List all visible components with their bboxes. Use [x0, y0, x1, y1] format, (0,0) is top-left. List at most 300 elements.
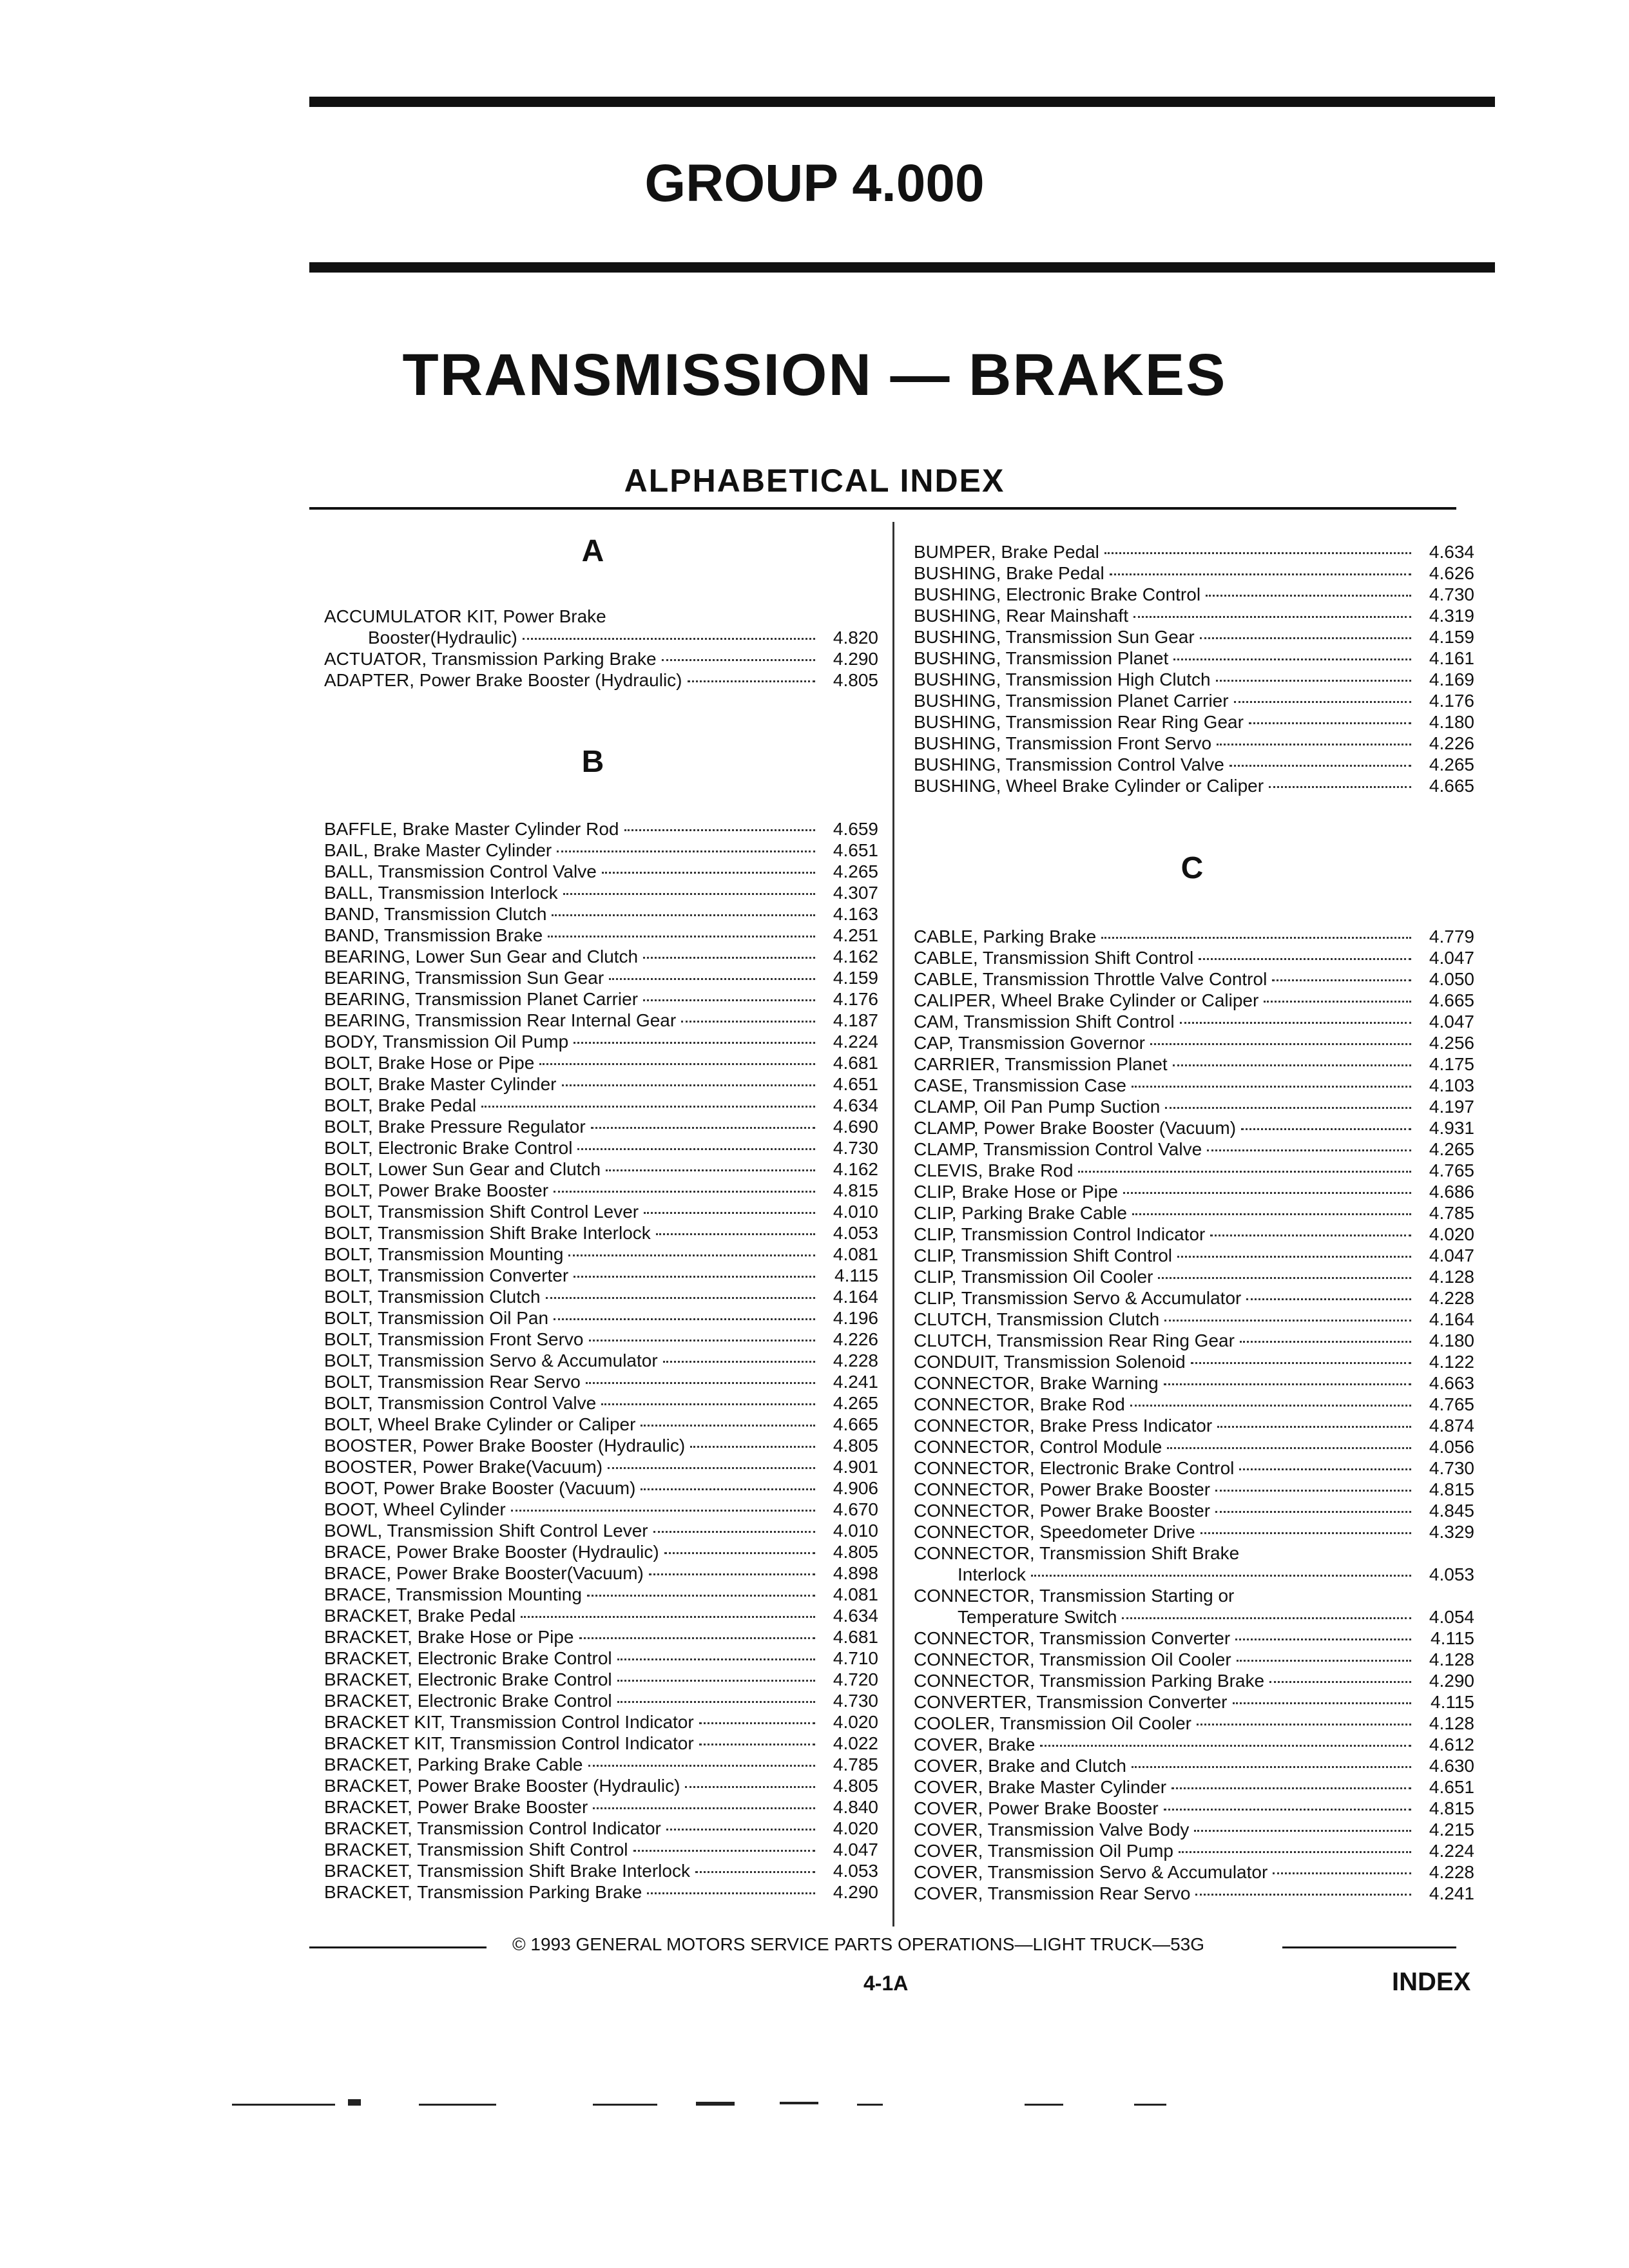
dot-leader — [589, 1340, 816, 1341]
entry-page: 4.634 — [1429, 542, 1474, 562]
dot-leader — [1207, 1149, 1411, 1151]
dot-leader — [1215, 1511, 1411, 1513]
dot-leader — [641, 1425, 815, 1427]
entry-name: CONNECTOR, Control Module — [914, 1437, 1162, 1457]
letter-a-heading: A — [581, 534, 604, 568]
dot-leader — [641, 1488, 815, 1490]
entry-page: 4.228 — [833, 1350, 878, 1370]
index-entry — [324, 627, 878, 648]
entry-name: CABLE, Transmission Shift Control — [914, 948, 1194, 968]
dot-leader — [574, 1276, 815, 1278]
entry-page: 4.226 — [1429, 733, 1474, 753]
entry-page: 4.906 — [833, 1478, 878, 1498]
dot-leader — [563, 893, 815, 895]
entry-name: BOLT, Transmission Servo & Accumulator — [324, 1350, 658, 1370]
entry-page: 4.634 — [833, 1095, 878, 1115]
dot-leader — [546, 1297, 815, 1299]
dot-leader — [1101, 937, 1411, 939]
entry-name: BOLT, Wheel Brake Cylinder or Caliper — [324, 1414, 636, 1434]
entry-page: 4.022 — [833, 1733, 878, 1753]
dot-leader — [608, 1467, 815, 1469]
letter-b-heading: B — [581, 745, 604, 779]
entry-page: 4.128 — [1429, 1649, 1474, 1669]
dot-leader — [588, 1765, 815, 1767]
entry-name: COVER, Brake Master Cylinder — [914, 1777, 1167, 1797]
index-entry — [914, 1542, 1474, 1564]
entry-name: BRACKET, Transmission Parking Brake — [324, 1882, 642, 1902]
entry-name: BUMPER, Brake Pedal — [914, 542, 1099, 562]
entry-name: COVER, Transmission Servo & Accumulator — [914, 1862, 1268, 1882]
entry-name: BRACE, Power Brake Booster(Vacuum) — [324, 1563, 644, 1583]
dot-leader — [617, 1680, 815, 1682]
index-entry — [914, 1564, 1474, 1585]
entry-page: 4.265 — [833, 861, 878, 881]
index-entry — [324, 1477, 878, 1499]
index-entry — [324, 1414, 878, 1435]
dot-leader — [548, 936, 815, 937]
entry-name: BUSHING, Electronic Brake Control — [914, 584, 1201, 604]
entry-page: 4.164 — [1429, 1309, 1474, 1329]
entry-page: 4.163 — [833, 904, 878, 924]
index-entry — [324, 669, 878, 691]
dot-leader — [649, 1573, 815, 1575]
entry-page: 4.898 — [833, 1563, 878, 1583]
dot-leader — [609, 978, 815, 980]
dot-leader — [1272, 979, 1411, 981]
entry-page: 4.050 — [1429, 969, 1474, 989]
entry-name: CLIP, Transmission Control Indicator — [914, 1224, 1206, 1244]
entry-page: 4.651 — [1429, 1777, 1474, 1797]
index-entry — [324, 946, 878, 967]
entry-page: 4.047 — [1429, 948, 1474, 968]
entry-name: BALL, Transmission Interlock — [324, 883, 558, 903]
entry-page: 4.815 — [833, 1180, 878, 1200]
scan-artifact — [232, 2104, 335, 2106]
entry-page: 4.686 — [1429, 1182, 1474, 1202]
entry-name: BOLT, Brake Pedal — [324, 1095, 477, 1115]
entry-name: CONNECTOR, Power Brake Booster — [914, 1501, 1211, 1521]
group-rule — [309, 262, 1495, 273]
index-entry — [914, 584, 1474, 605]
dot-leader — [1249, 722, 1411, 724]
index-entry — [324, 903, 878, 925]
entry-name: CONNECTOR, Brake Warning — [914, 1373, 1159, 1393]
entry-page: 4.690 — [833, 1117, 878, 1137]
dot-leader — [1173, 658, 1411, 660]
index-entry — [324, 1754, 878, 1775]
dot-leader — [521, 1616, 815, 1618]
dot-leader — [685, 1786, 815, 1788]
entry-name: BOLT, Transmission Oil Pan — [324, 1308, 549, 1328]
entry-page: 4.612 — [1429, 1735, 1474, 1754]
entry-page: 4.319 — [1429, 606, 1474, 626]
entry-page: 4.159 — [833, 968, 878, 988]
entry-page: 4.665 — [833, 1414, 878, 1434]
copyright-line: © 1993 GENERAL MOTORS SERVICE PARTS OPERATIONS—LIGHT TRUCK—53G — [512, 1934, 1205, 1954]
entry-page: 4.845 — [1429, 1501, 1474, 1521]
entry-name: BALL, Transmission Control Valve — [324, 861, 597, 881]
index-entry — [324, 1137, 878, 1158]
dot-leader — [523, 638, 815, 640]
entry-name: BEARING, Transmission Rear Internal Gear — [324, 1010, 677, 1030]
section-title: TRANSMISSION — BRAKES — [402, 342, 1227, 408]
entry-page: 4.020 — [833, 1712, 878, 1732]
entry-page: 4.256 — [1429, 1033, 1474, 1053]
scan-artifact — [857, 2104, 883, 2106]
dot-leader — [643, 999, 815, 1001]
index-entry — [914, 1776, 1474, 1798]
entry-name: BUSHING, Wheel Brake Cylinder or Caliper — [914, 776, 1264, 796]
index-entry — [324, 1456, 878, 1477]
entry-name: BOLT, Transmission Clutch — [324, 1287, 541, 1307]
index-entry — [914, 1075, 1474, 1096]
dot-leader — [1123, 1192, 1411, 1194]
dot-leader — [1217, 744, 1411, 745]
index-entry — [914, 1606, 1474, 1628]
entry-page: 4.122 — [1429, 1352, 1474, 1372]
entry-page: 4.081 — [833, 1244, 878, 1264]
dot-leader — [695, 1871, 815, 1873]
dot-leader — [562, 1084, 816, 1086]
entry-name: BOLT, Transmission Rear Servo — [324, 1372, 581, 1392]
entry-page: 4.815 — [1429, 1479, 1474, 1499]
subtitle-rule — [309, 507, 1456, 510]
entry-page: 4.128 — [1429, 1713, 1474, 1733]
entry-name: BUSHING, Transmission Planet Carrier — [914, 691, 1229, 711]
index-entry — [914, 775, 1474, 796]
entry-page: 4.115 — [1431, 1692, 1474, 1712]
entry-name: BRACE, Power Brake Booster (Hydraulic) — [324, 1542, 659, 1562]
entry-name: CLAMP, Transmission Control Valve — [914, 1139, 1202, 1159]
entry-page: 4.290 — [833, 649, 878, 669]
dot-leader — [647, 1892, 815, 1894]
entry-page: 4.730 — [833, 1691, 878, 1711]
entry-page: 4.290 — [1429, 1671, 1474, 1691]
entry-name: CONNECTOR, Power Brake Booster — [914, 1479, 1211, 1499]
entry-name: CLEVIS, Brake Rod — [914, 1160, 1074, 1180]
entry-page: 4.805 — [833, 1776, 878, 1796]
entry-page: 4.630 — [1429, 1756, 1474, 1776]
index-entry — [914, 541, 1474, 562]
index-entry — [324, 648, 878, 669]
index-entry — [324, 1116, 878, 1137]
entry-page: 4.681 — [833, 1053, 878, 1073]
dot-leader — [591, 1127, 815, 1129]
entry-name: BEARING, Transmission Planet Carrier — [324, 989, 639, 1009]
entry-name: BRACE, Transmission Mounting — [324, 1584, 582, 1604]
index-entry — [914, 1160, 1474, 1181]
index-entry — [914, 1500, 1474, 1521]
entry-name: COVER, Power Brake Booster — [914, 1798, 1159, 1818]
entry-page: 4.115 — [834, 1265, 878, 1285]
entry-page: 4.215 — [1429, 1820, 1474, 1840]
dot-leader — [1040, 1745, 1411, 1747]
entry-name: BUSHING, Transmission Front Servo — [914, 733, 1212, 753]
dot-leader — [1132, 1213, 1411, 1215]
dot-leader — [688, 680, 815, 682]
entry-name: CONNECTOR, Brake Press Indicator — [914, 1416, 1213, 1436]
footer-rule-left — [309, 1946, 487, 1948]
index-entry — [324, 1371, 878, 1392]
index-entry — [914, 1649, 1474, 1670]
dot-leader — [1173, 1064, 1411, 1066]
entry-name: COVER, Brake — [914, 1735, 1036, 1754]
entry-page: 4.176 — [833, 989, 878, 1009]
entry-page: 4.265 — [1429, 1139, 1474, 1159]
dot-leader — [1200, 637, 1411, 639]
index-entry — [324, 840, 878, 861]
index-entry — [324, 1073, 878, 1095]
index-entry — [914, 711, 1474, 733]
entry-name: BRACKET, Transmission Shift Control — [324, 1840, 628, 1860]
entry-name: BOLT, Lower Sun Gear and Clutch — [324, 1159, 601, 1179]
entry-page: 4.224 — [1429, 1841, 1474, 1861]
entry-page: 4.779 — [1429, 927, 1474, 947]
entry-page: 4.159 — [1429, 627, 1474, 647]
index-entry — [914, 1670, 1474, 1691]
entry-page: 4.180 — [1429, 1331, 1474, 1350]
index-entry — [914, 1628, 1474, 1649]
entry-name: BRACKET, Parking Brake Cable — [324, 1754, 583, 1774]
entry-page: 4.056 — [1429, 1437, 1474, 1457]
dot-leader — [1194, 1830, 1411, 1832]
entry-name: BOLT, Brake Hose or Pipe — [324, 1053, 535, 1073]
entry-page: 4.663 — [1429, 1373, 1474, 1393]
entry-name: BRACKET, Power Brake Booster — [324, 1797, 588, 1817]
index-entry — [324, 925, 878, 946]
dot-leader — [1216, 680, 1411, 682]
entry-name: ACTUATOR, Transmission Parking Brake — [324, 649, 657, 669]
index-entry — [324, 1499, 878, 1520]
index-entry — [914, 1798, 1474, 1819]
dot-leader — [1179, 1851, 1411, 1853]
entry-page: 4.162 — [833, 1159, 878, 1179]
entry-name: CAP, Transmission Governor — [914, 1033, 1145, 1053]
entry-name: BEARING, Transmission Sun Gear — [324, 968, 604, 988]
index-entry — [914, 1394, 1474, 1415]
page-number: 4-1A — [863, 1972, 909, 1995]
index-entry — [914, 1691, 1474, 1713]
dot-leader — [1150, 1043, 1411, 1045]
entry-name: BRACKET, Transmission Shift Brake Interlock — [324, 1861, 690, 1881]
entry-page: 4.020 — [1429, 1224, 1474, 1244]
dot-leader — [1104, 552, 1411, 554]
entry-page: 4.053 — [833, 1223, 878, 1243]
dot-leader — [1180, 1022, 1411, 1024]
dot-leader — [1164, 1320, 1411, 1321]
index-entry — [324, 1392, 878, 1414]
entry-page: 4.010 — [833, 1521, 878, 1541]
entry-page: 4.175 — [1429, 1054, 1474, 1074]
index-entry — [324, 1796, 878, 1818]
dot-leader — [593, 1807, 815, 1809]
index-entry — [914, 1287, 1474, 1309]
entry-page: 4.805 — [833, 670, 878, 690]
entry-page: 4.815 — [1429, 1798, 1474, 1818]
index-entry — [324, 1626, 878, 1648]
entry-name: ACCUMULATOR KIT, Power Brake — [324, 606, 606, 626]
entry-page: 4.187 — [833, 1010, 878, 1030]
index-entry — [914, 733, 1474, 754]
entry-page: 4.169 — [1429, 669, 1474, 689]
entry-name: CONNECTOR, Transmission Starting or — [914, 1586, 1235, 1606]
dot-leader — [1167, 1447, 1411, 1449]
index-entry — [914, 1457, 1474, 1479]
scan-artifact — [419, 2104, 496, 2106]
dot-leader — [1158, 1277, 1411, 1279]
entry-page: 4.128 — [1429, 1267, 1474, 1287]
dot-leader — [1197, 1724, 1411, 1725]
index-entry — [324, 988, 878, 1010]
entry-page: 4.047 — [1429, 1245, 1474, 1265]
dot-leader — [666, 1829, 815, 1831]
index-entry — [914, 1032, 1474, 1053]
index-entry — [324, 1711, 878, 1733]
index-entry — [914, 690, 1474, 711]
entry-name: CAM, Transmission Shift Control — [914, 1012, 1175, 1032]
index-entry — [914, 1202, 1474, 1224]
entry-name: CONNECTOR, Brake Rod — [914, 1394, 1125, 1414]
dot-leader — [633, 1850, 816, 1852]
entry-name: BODY, Transmission Oil Pump — [324, 1032, 569, 1052]
entry-name: BRACKET, Electronic Brake Control — [324, 1648, 612, 1668]
scan-artifact — [1134, 2104, 1166, 2106]
entry-page: 4.820 — [833, 628, 878, 648]
entry-name: BRACKET KIT, Transmission Control Indicator — [324, 1733, 694, 1753]
entry-name: BOLT, Power Brake Booster — [324, 1180, 549, 1200]
entry-name: ADAPTER, Power Brake Booster (Hydraulic) — [324, 670, 682, 690]
entry-page: 4.047 — [833, 1840, 878, 1860]
entry-name: CLIP, Transmission Servo & Accumulator — [914, 1288, 1242, 1308]
entry-name: COVER, Transmission Rear Servo — [914, 1883, 1191, 1903]
entry-page: 4.224 — [833, 1032, 878, 1052]
dot-leader — [602, 872, 815, 874]
entry-page: 4.665 — [1429, 776, 1474, 796]
index-entry — [914, 1053, 1474, 1075]
entry-name: BUSHING, Transmission Control Valve — [914, 754, 1224, 774]
entry-name: BOLT, Transmission Control Valve — [324, 1393, 597, 1413]
entry-page: 4.730 — [1429, 1458, 1474, 1478]
index-entry — [324, 1541, 878, 1562]
index-entry — [914, 648, 1474, 669]
entry-name: CLIP, Transmission Shift Control — [914, 1245, 1172, 1265]
entry-page: 4.176 — [1429, 691, 1474, 711]
dot-leader — [1199, 958, 1411, 960]
index-entry — [914, 1861, 1474, 1883]
index-entry — [914, 1755, 1474, 1776]
index-entry — [914, 990, 1474, 1011]
entry-name: BUSHING, Transmission Sun Gear — [914, 627, 1195, 647]
index-entry — [324, 1435, 878, 1456]
index-entry — [324, 882, 878, 903]
index-entry — [324, 1350, 878, 1371]
entry-page: 4.651 — [833, 840, 878, 860]
entry-page: 4.081 — [833, 1584, 878, 1604]
dot-leader — [617, 1701, 815, 1703]
entry-page: 4.164 — [833, 1287, 878, 1307]
entry-page: 4.626 — [1429, 563, 1474, 583]
index-entry — [324, 1860, 878, 1881]
entry-page: 4.765 — [1429, 1394, 1474, 1414]
dot-leader — [1240, 1341, 1411, 1343]
dot-leader — [601, 1403, 815, 1405]
entry-name: COVER, Brake and Clutch — [914, 1756, 1126, 1776]
entry-name: BEARING, Lower Sun Gear and Clutch — [324, 947, 639, 966]
entry-page: 4.730 — [833, 1138, 878, 1158]
entry-page: 4.162 — [833, 947, 878, 966]
dot-leader — [1122, 1617, 1411, 1619]
index-entry — [914, 1436, 1474, 1457]
entry-name: CONNECTOR, Transmission Oil Cooler — [914, 1649, 1231, 1669]
dot-leader — [1177, 1256, 1411, 1258]
entry-page: 4.115 — [1431, 1628, 1474, 1648]
index-entry — [324, 1669, 878, 1690]
entry-name: CARRIER, Transmission Planet — [914, 1054, 1168, 1074]
index-entry — [324, 1605, 878, 1626]
dot-leader — [1195, 1894, 1411, 1896]
index-entry — [914, 1840, 1474, 1861]
entry-name: CLUTCH, Transmission Rear Ring Gear — [914, 1331, 1235, 1350]
index-subtitle: ALPHABETICAL INDEX — [624, 463, 1005, 499]
entry-name: BRACKET KIT, Transmission Control Indicator — [324, 1712, 694, 1732]
index-entry — [914, 1713, 1474, 1734]
entry-page: 4.874 — [1429, 1416, 1474, 1436]
entry-name: CASE, Transmission Case — [914, 1075, 1126, 1095]
index-entry — [324, 1052, 878, 1073]
index-label: INDEX — [1392, 1968, 1471, 1996]
entry-name: COOLER, Transmission Oil Cooler — [914, 1713, 1192, 1733]
entry-name: CLAMP, Power Brake Booster (Vacuum) — [914, 1118, 1237, 1138]
entry-page: 4.047 — [1429, 1012, 1474, 1032]
index-entry — [914, 1117, 1474, 1139]
dot-leader — [1235, 1639, 1411, 1640]
entry-page: 4.681 — [833, 1627, 878, 1647]
entry-page: 4.720 — [833, 1669, 878, 1689]
entry-page: 4.251 — [833, 925, 878, 945]
entry-name: BAND, Transmission Clutch — [324, 904, 547, 924]
dot-leader — [644, 1212, 815, 1214]
entry-page: 4.103 — [1429, 1075, 1474, 1095]
dot-leader — [699, 1722, 815, 1724]
entry-page: 4.161 — [1429, 648, 1474, 668]
index-entry — [914, 1479, 1474, 1500]
index-entry — [324, 1818, 878, 1839]
index-entry — [914, 1139, 1474, 1160]
index-entry — [914, 1245, 1474, 1266]
entry-name: CLIP, Transmission Oil Cooler — [914, 1267, 1153, 1287]
entry-page: 4.840 — [833, 1797, 878, 1817]
entry-name: BRACKET, Electronic Brake Control — [324, 1669, 612, 1689]
entry-name: CONNECTOR, Speedometer Drive — [914, 1522, 1195, 1542]
index-entry — [324, 1201, 878, 1222]
index-entry — [914, 1415, 1474, 1436]
entry-name: Booster(Hydraulic) — [368, 628, 517, 648]
entry-name: BRACKET, Electronic Brake Control — [324, 1691, 612, 1711]
dot-leader — [568, 1254, 815, 1256]
entry-name: BOLT, Transmission Front Servo — [324, 1329, 584, 1349]
index-entry — [324, 1839, 878, 1860]
entry-name: CONNECTOR, Transmission Parking Brake — [914, 1671, 1265, 1691]
dot-leader — [1215, 1490, 1411, 1492]
entry-name: BUSHING, Rear Mainshaft — [914, 606, 1128, 626]
entry-name: BOLT, Transmission Mounting — [324, 1244, 564, 1264]
dot-leader — [699, 1744, 815, 1745]
dot-leader — [1132, 1086, 1411, 1088]
entry-page: 4.634 — [833, 1606, 878, 1626]
entry-name: BOLT, Transmission Converter — [324, 1265, 569, 1285]
entry-name: CLAMP, Oil Pan Pump Suction — [914, 1097, 1161, 1117]
entry-page: 4.054 — [1429, 1607, 1474, 1627]
